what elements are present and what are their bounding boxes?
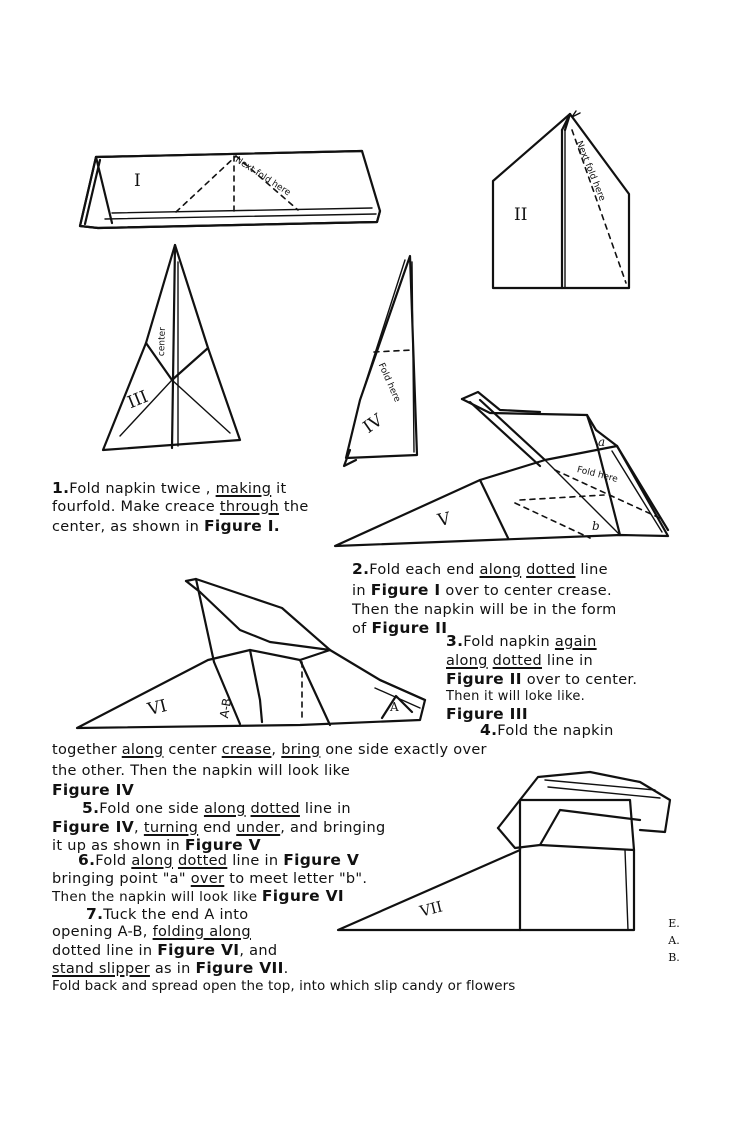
step-2-line-3: Then the napkin will be in the form [352, 602, 617, 618]
figure-2-label: II [514, 205, 528, 225]
step-7-line-5: Fold back and spread open the top, into which slip candy or flowers [52, 978, 516, 994]
figure-5-note: Fold here [575, 465, 619, 485]
figure-1-label: I [134, 171, 141, 191]
figure-4-drawing [344, 256, 417, 466]
step-2-line-2: in Figure I over to center crease. [352, 581, 612, 599]
step-4-line-1: 4.Fold the napkin [480, 721, 614, 739]
step-2-line-4: of Figure II [352, 619, 448, 637]
step-5-line-3: it up as shown in Figure V [52, 836, 261, 854]
step-7-line-3: dotted line in Figure VI, and [52, 941, 278, 959]
figure-5-point-a: a [598, 435, 606, 449]
figure-6-note: A-B [217, 697, 235, 720]
figure-2-note: Next fold here [573, 139, 607, 203]
figure-5-label: V [435, 508, 453, 532]
step-3-line-1: 3.Fold napkin again [446, 632, 597, 650]
step-7-line-4: stand slipper as in Figure VII. [52, 959, 289, 977]
figure-4-label: IV [359, 410, 387, 438]
step-1-line-3: center, as shown in Figure I. [52, 517, 280, 535]
figure-4-note: Fold here [375, 361, 402, 404]
figure-2-drawing [493, 111, 629, 288]
figure-3-drawing [103, 245, 240, 450]
figure-5-point-b: b [592, 519, 600, 533]
step-6-line-2: bringing point "a" over to meet letter "b". [52, 871, 368, 887]
step-1-line-2: fourfold. Make creace through the [52, 499, 309, 515]
figure-1-drawing [80, 151, 380, 228]
figure-1-note: Next fold here [233, 155, 293, 199]
figure-6-label: VI [145, 696, 170, 721]
step-6-line-1: 6.Fold along dotted line in Figure V [78, 851, 360, 869]
step-7-line-2: opening A-B, folding along [52, 924, 251, 940]
step-3-line-3: Figure II over to center. [446, 670, 638, 688]
step-3-line-4: Then it will loke like. [446, 689, 586, 704]
step-1-line-1: 1.Fold napkin twice , making it [52, 479, 287, 497]
step-4-line-2: together along center crease, bring one side exactly over [52, 742, 487, 758]
step-3-line-5: Figure III [446, 705, 528, 723]
figure-7-label: VII [418, 897, 445, 921]
step-4-line-3: the other. Then the napkin will look like [52, 763, 351, 779]
step-2-line-1: 2.Fold each end along dotted line [352, 560, 608, 578]
artist-initials: E. A. B. [668, 917, 680, 964]
figure-3-note: center [157, 327, 169, 357]
step-7-line-1: 7.Tuck the end A into [86, 905, 249, 923]
figure-3-label: III [124, 386, 151, 414]
step-5-line-1: 5.Fold one side along dotted line in [82, 799, 351, 817]
step-3-line-2: along dotted line in [446, 653, 593, 669]
step-4-line-4: Figure IV [52, 781, 135, 799]
figure-6-point-a: A [390, 700, 399, 714]
step-6-line-3: Then the napkin will look like Figure VI [52, 887, 344, 905]
figure-7-drawing [338, 772, 670, 930]
step-5-line-2: Figure IV, turning end under, and bringing [52, 818, 386, 836]
